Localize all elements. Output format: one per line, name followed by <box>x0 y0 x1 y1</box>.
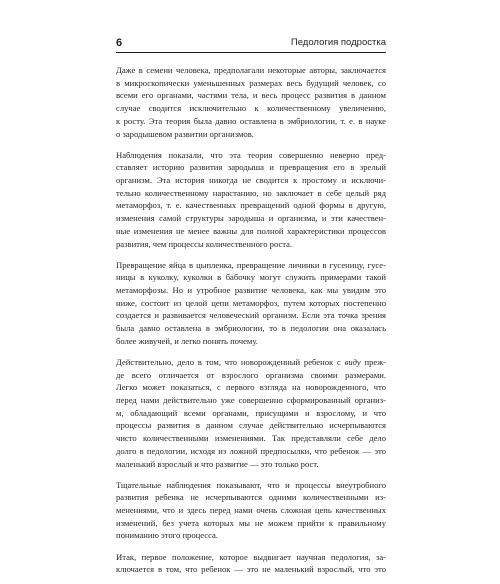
text-line: о зародышевом развитии организмов. <box>116 128 254 139</box>
paragraph <box>116 64 386 140</box>
paragraph <box>116 551 386 576</box>
text-line: в микроскопически уменьшенных размерах весь будущий человек, со <box>116 77 386 88</box>
text-line: долго в педологии, исходя из ложной предпосылки, что ребенок — это <box>116 445 386 456</box>
text-line: изменений, без учета которых мы не можем прийти к правильному <box>116 517 386 528</box>
text-line: тельно количественному нарастанию, но заключает в себе целый ряд <box>116 187 386 198</box>
text-line: ключается в том, что ребенок — это не маленький взрослый, что это <box>116 564 386 575</box>
text-line: м, обладающий всеми органами, присущими и взрослому, и что <box>116 407 386 418</box>
paragraph <box>116 149 386 251</box>
text-line: ные изменения не менее важны для полной характеристики процессов <box>116 225 386 236</box>
text-line: чисто количественными изменениями. Так представляли себе дело <box>116 433 386 444</box>
text-line: случае сводится исключительно к количественному увеличению, <box>116 103 386 114</box>
text-line: развития, чем процессы количественного роста. <box>116 238 293 249</box>
text-line: Легко может показаться, с первого взгляда на новорожденного, что <box>116 382 386 393</box>
text-line: ницы в куколку, куколки в бабочку могут служить примерами такой <box>116 272 386 283</box>
header-rule <box>116 52 386 53</box>
text-run: Действительно, дело в том, что новорожденный ребенок с <box>116 356 345 367</box>
paragraph <box>116 259 386 348</box>
text-line: организм. Эта история никогда не сводится к простому и исключи- <box>116 175 386 186</box>
text-line: была давно оставлена в эмбриологии, то в педологии она оказалась <box>116 323 386 334</box>
text-line: к росту. Эта теория была давно оставлена в эмбриологии, т. е. в науке <box>116 115 386 126</box>
paragraph <box>116 356 386 470</box>
body-text <box>116 64 386 584</box>
text-line: Тщательные наблюдения показывают, что и процессы внеутробного <box>116 479 386 490</box>
text-line: де всего отличается от взрослого организма своими размерами. <box>116 369 386 380</box>
text-line: более живучей, и легко понять почему. <box>116 335 258 346</box>
text-line: процессы развития в данном случае действительно исчерпываются <box>116 420 386 431</box>
text-line: изменения самой структуры зародыша и организма, и эти качествен- <box>116 213 386 224</box>
text-line: создается и развивается человеческий организм. Если эта точка зрения <box>116 310 386 321</box>
text-line: метаморфоз, т. е. качественных превращений одной формы в другую, <box>116 200 386 211</box>
running-title: Педология подростка <box>290 37 386 48</box>
text-line: Даже в семени человека, предполагали некоторые авторы, заключается <box>116 65 386 75</box>
text-line: перед нами действительно уже совершенно сформированный организ- <box>116 395 386 406</box>
text-line: всеми его органами, частями тела, и весь процесс развития в данном <box>116 90 386 101</box>
text-run: преж- <box>360 356 386 367</box>
text-line <box>116 356 386 369</box>
text-line: маленький взрослый и что развитие — это только рост. <box>116 458 319 469</box>
page-header <box>116 37 386 51</box>
text-line: развития ребенка не исчерпываются одними количественными из- <box>116 492 386 503</box>
text-line: ниже, состоит из целой цепи метаморфоз, путем которых постепенно <box>116 297 386 308</box>
text-line: Наблюдения показали, что эта теория совершенно неверно пред- <box>116 149 386 160</box>
text-line: пониманию этого процесса. <box>116 530 218 541</box>
text-line: менениями, что и здесь перед нами очень сложная цепь качественных <box>116 505 386 516</box>
italic-word: виду <box>344 356 361 367</box>
text-line: Превращение яйца в цыпленка, превращение личинки в гусеницу, гусе- <box>116 259 386 270</box>
text-line: ставляет историю развития зародыша и превращения его в зрелый <box>116 162 386 173</box>
text-line: Итак, первое положение, которое выдвигает научная педология, за- <box>116 551 386 562</box>
text-line: метаморфозы. Но и утробное развитие человека, как мы увидим это <box>116 285 386 296</box>
paragraph <box>116 479 386 543</box>
page-number: 6 <box>116 37 123 49</box>
